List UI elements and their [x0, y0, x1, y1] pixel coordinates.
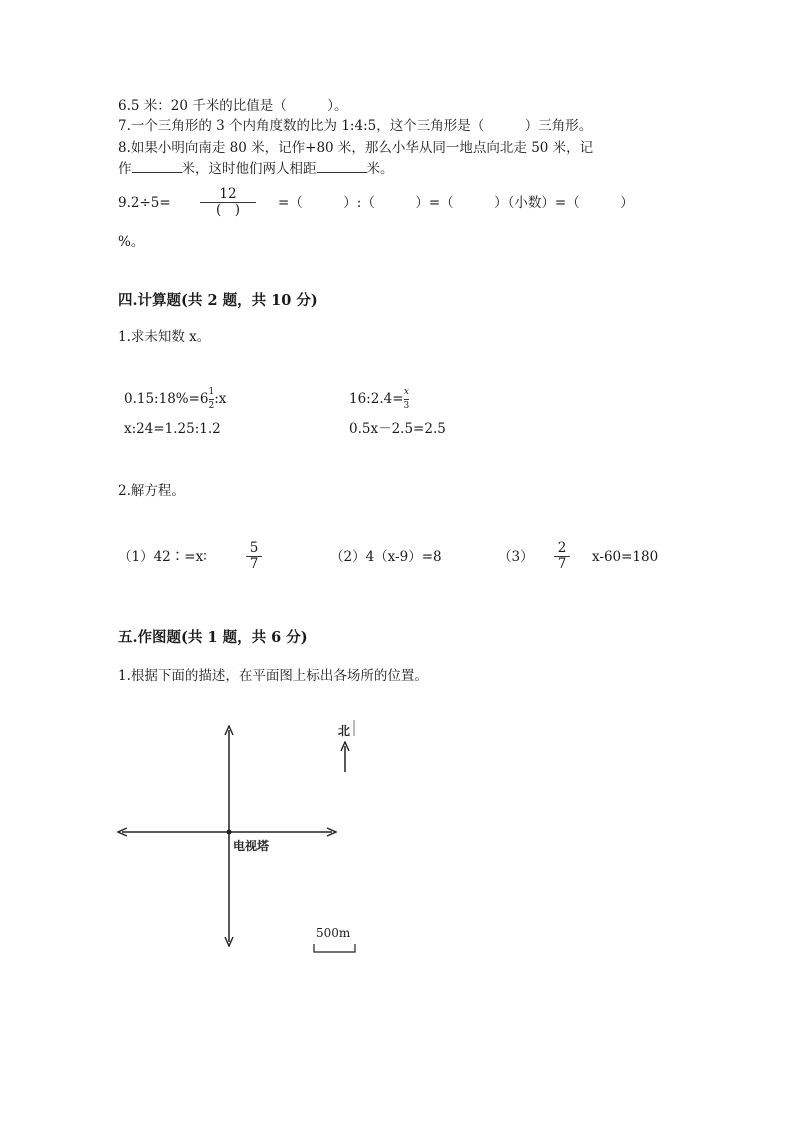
- equation-2: [349, 386, 409, 413]
- q8-text-a: 作: [118, 161, 132, 177]
- q8-text-b: 米，这时他们两人相距: [181, 161, 317, 177]
- question-8-line2: [118, 160, 394, 178]
- eq2-prefix: 16:2.4=: [349, 391, 404, 407]
- equation-b: （2）4（x-9）=8: [330, 549, 442, 565]
- eq1-fraction: $\frac{1}{2}$: [208, 387, 215, 411]
- drawing-q1-title: 1.根据下面的描述，在平面图上标出各场所的位置。: [118, 668, 428, 684]
- answer-blank[interactable]: [317, 160, 367, 173]
- equation-1: [124, 386, 226, 413]
- fraction-denominator: ( ): [215, 202, 241, 218]
- fraction-numerator: 12: [219, 186, 237, 202]
- section-5-title: 五.作图题(共 1 题，共 6 分): [118, 629, 308, 646]
- equation-3: x:24=1.25:1.2: [124, 421, 221, 437]
- north-label: 北: [338, 724, 351, 738]
- eq2-fraction: $\frac{x}{3}$: [403, 387, 410, 411]
- equation-a-fraction: 5 7: [246, 541, 262, 572]
- eq1-suffix: :x: [214, 391, 227, 407]
- eq1-prefix: 0.15:18%=6: [124, 391, 209, 407]
- equation-a-prefix: （1）42∶=x∶: [118, 549, 207, 565]
- equation-4: 0.5x－2.5=2.5: [349, 421, 446, 437]
- tv-tower-label: 电视塔: [233, 839, 270, 853]
- q8-text-c: 米。: [366, 161, 394, 177]
- equation-c-fraction: 2 7: [554, 541, 570, 572]
- question-6: 6.5 米：20 千米的比值是（ ）。: [118, 98, 348, 114]
- equation-c-suffix: x-60=180: [592, 549, 659, 565]
- scale-bar: [314, 944, 355, 952]
- question-9-rest: =（ ）:（ ）=（ ）（小数）=（ ）: [278, 195, 634, 211]
- equation-c-prefix: （3）: [498, 549, 534, 565]
- answer-blank[interactable]: [132, 160, 182, 173]
- scale-label: 500m: [316, 926, 351, 940]
- calc-q1-title: 1.求未知数 x。: [118, 329, 211, 345]
- question-9-prefix: 9.2÷5=: [118, 195, 171, 211]
- calc-q2-title: 2.解方程。: [118, 483, 185, 499]
- section-4-title: 四.计算题(共 2 题，共 10 分): [118, 292, 318, 309]
- question-9-percent: %。: [118, 234, 145, 250]
- question-8-line1: 8.如果小明向南走 80 米，记作+80 米，那么小华从同一地点向北走 50 米，记: [118, 140, 594, 156]
- question-7: 7.一个三角形的 3 个内角度数的比为 1:4:5，这个三角形是（ ）三角形。: [118, 118, 593, 134]
- center-point: [227, 830, 232, 835]
- question-9-fraction: [200, 187, 256, 218]
- plan-map[interactable]: [110, 710, 380, 960]
